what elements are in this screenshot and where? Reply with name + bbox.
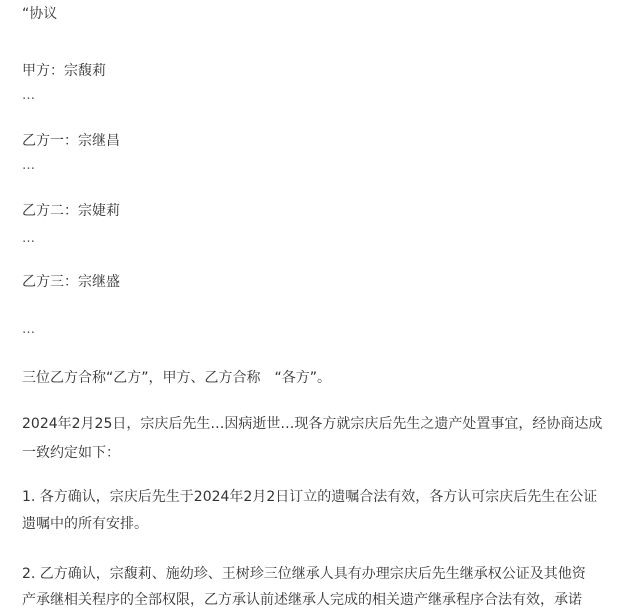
clause-2-line-2: 产承继相关程序的全部权限，乙方承认前述继承人完成的相关遗产继承程序合法有效，承诺 xyxy=(22,592,582,608)
party-a-ellipsis: … xyxy=(22,88,36,103)
party-a-line: 甲方：宗馥莉 xyxy=(22,63,106,79)
document-heading: “协议 xyxy=(22,6,58,22)
intro-line-1: 2024年2月25日，宗庆后先生…因病逝世…现各方就宗庆后先生之遗产处置事宜，经协商达成 xyxy=(22,416,603,432)
intro-line-2: 一致约定如下： xyxy=(22,445,120,461)
clause-1-line-1: 1. 各方确认，宗庆后先生于2024年2月2日订立的遗嘱合法有效，各方认可宗庆后先生在公证 xyxy=(22,489,598,505)
collective-definition: 三位乙方合称“乙方”，甲方、乙方合称 “各方”。 xyxy=(22,370,332,386)
party-b3-ellipsis: … xyxy=(22,322,36,337)
party-b1-ellipsis: … xyxy=(22,158,36,173)
party-b2-line: 乙方二：宗婕莉 xyxy=(22,203,120,219)
party-b2-ellipsis: … xyxy=(22,231,36,246)
clause-2-line-1: 2. 乙方确认，宗馥莉、施幼珍、王树珍三位继承人具有办理宗庆后先生继承权公证及其他资 xyxy=(22,566,586,582)
party-b1-line: 乙方一：宗继昌 xyxy=(22,133,120,149)
clause-1-line-2: 遗嘱中的所有安排。 xyxy=(22,516,148,532)
party-b3-line: 乙方三：宗继盛 xyxy=(22,274,120,290)
